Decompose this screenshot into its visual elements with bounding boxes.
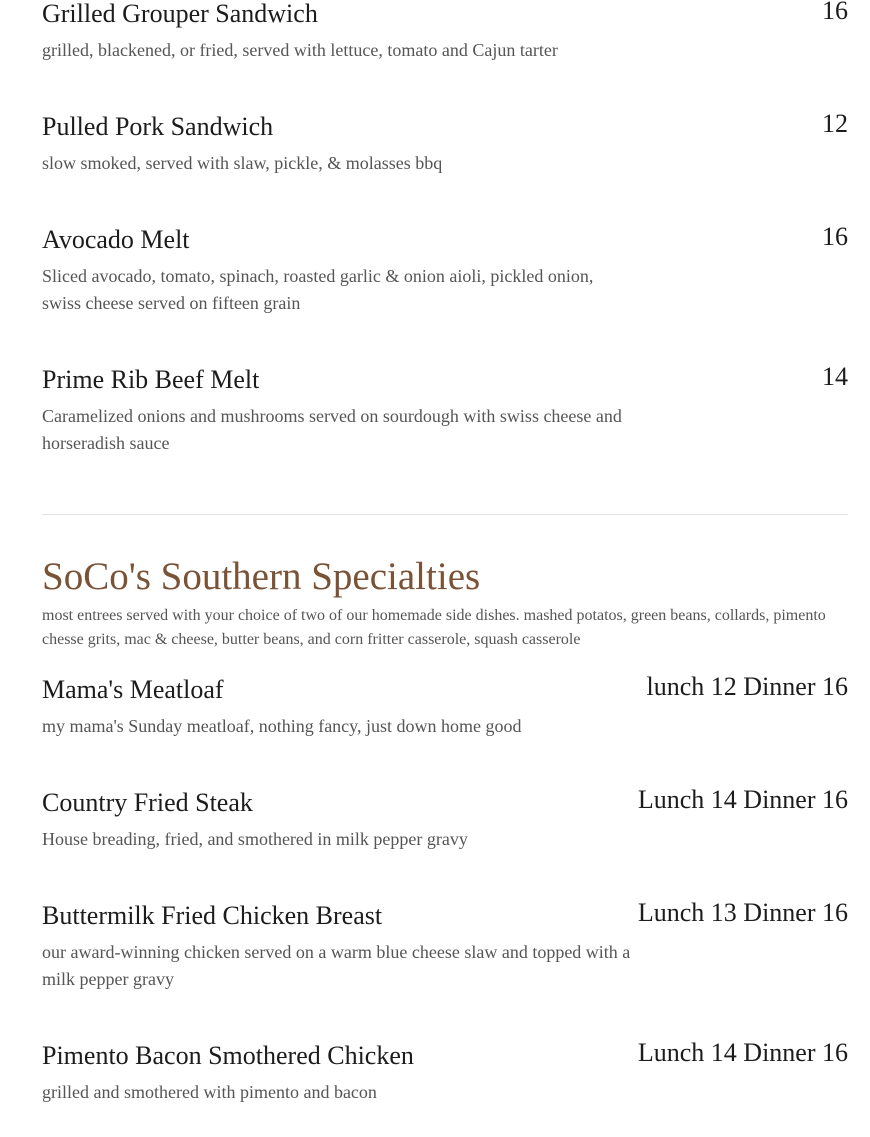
- item-price: 12: [822, 109, 848, 138]
- item-price: 16: [822, 0, 848, 25]
- item-description: our award-winning chicken served on a warm blue cheese slaw and topped with a milk pepper gravy: [42, 942, 631, 989]
- item-description: grilled, blackened, or fried, served with lettuce, tomato and Cajun tarter: [42, 40, 558, 60]
- item-price: Lunch 14 Dinner 16: [637, 1038, 848, 1067]
- item-name: Mama's Meatloaf: [42, 675, 224, 704]
- item-description: Caramelized onions and mushrooms served on sourdough with swiss cheese and horseradish sauce: [42, 406, 622, 453]
- section-divider: [42, 514, 848, 515]
- item-name: Grilled Grouper Sandwich: [42, 0, 318, 28]
- section-title: SoCo's Southern Specialties: [42, 555, 481, 598]
- item-description: House breading, fried, and smothered in milk pepper gravy: [42, 829, 468, 849]
- item-price: lunch 12 Dinner 16: [646, 672, 848, 701]
- item-name: Pimento Bacon Smothered Chicken: [42, 1041, 414, 1070]
- item-name: Prime Rib Beef Melt: [42, 365, 260, 394]
- section-note: most entrees served with your choice of two of our homemade side dishes. mashed potatos, green beans, collards, pimento chesse grits, mac & cheese, butter beans, and corn fritter casserole, squash casserole: [42, 607, 826, 648]
- item-price: Lunch 14 Dinner 16: [637, 785, 848, 814]
- item-description: slow smoked, served with slaw, pickle, & molasses bbq: [42, 153, 443, 173]
- item-name: Pulled Pork Sandwich: [42, 112, 274, 141]
- item-name: Buttermilk Fried Chicken Breast: [42, 901, 383, 930]
- item-name: Avocado Melt: [42, 225, 190, 254]
- item-price: Lunch 13 Dinner 16: [637, 898, 848, 927]
- item-description: my mama's Sunday meatloaf, nothing fancy, just down home good: [42, 716, 522, 736]
- item-description: Sliced avocado, tomato, spinach, roasted garlic & onion aioli, pickled onion, swiss cheese served on fifteen grain: [42, 266, 594, 313]
- item-description: grilled and smothered with pimento and bacon: [42, 1082, 377, 1102]
- item-price: 16: [822, 222, 848, 251]
- item-price: 14: [822, 362, 848, 391]
- item-name: Country Fried Steak: [42, 788, 253, 817]
